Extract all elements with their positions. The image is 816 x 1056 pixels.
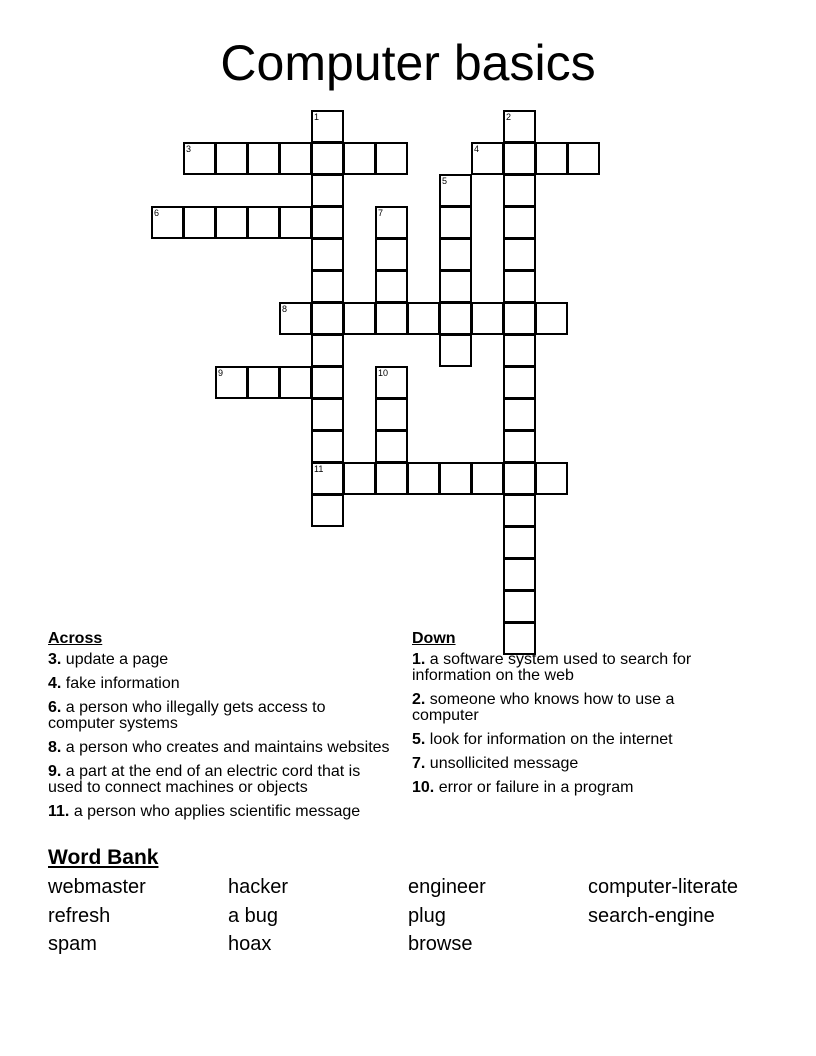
grid-cell[interactable] [311, 238, 344, 271]
clue-number: 10 [378, 368, 389, 378]
across-clues [48, 630, 393, 828]
grid-cell[interactable] [503, 366, 536, 399]
grid-cell[interactable] [279, 142, 312, 175]
clue-number: 7 [378, 208, 384, 218]
grid-cell[interactable] [311, 462, 344, 495]
grid-cell[interactable] [343, 302, 376, 335]
grid-cell[interactable] [151, 206, 184, 239]
grid-cell[interactable] [375, 398, 408, 431]
word-bank-item: a bug [228, 905, 279, 927]
across-clue: 11. a person who applies scientific message [48, 803, 361, 820]
grid-cell[interactable] [407, 462, 440, 495]
grid-cell[interactable] [311, 398, 344, 431]
word-bank-item: webmaster [48, 876, 146, 898]
grid-cell[interactable] [439, 270, 472, 303]
grid-cell[interactable] [375, 142, 408, 175]
grid-cell[interactable] [279, 366, 312, 399]
word-bank-item: spam [48, 933, 97, 955]
clue-number: 4 [474, 144, 480, 154]
grid-cell[interactable] [503, 398, 536, 431]
across-clue: 6. a person who illegally gets access to computer systems [48, 699, 326, 732]
grid-cell[interactable] [503, 558, 536, 591]
grid-cell[interactable] [247, 366, 280, 399]
grid-cell[interactable] [311, 430, 344, 463]
grid-cell[interactable] [503, 110, 536, 143]
grid-cell[interactable] [439, 462, 472, 495]
down-clue: 1. a software system used to search for information on the web [412, 651, 692, 684]
grid-cell[interactable] [311, 494, 344, 527]
grid-cell[interactable] [503, 334, 536, 367]
word-bank-item: engineer [408, 876, 486, 898]
grid-cell[interactable] [279, 206, 312, 239]
word-bank-item: computer-literate [588, 876, 739, 898]
clue-number: 9 [218, 368, 224, 378]
grid-cell[interactable] [503, 174, 536, 207]
grid-cell[interactable] [279, 302, 312, 335]
grid-cell[interactable] [567, 142, 600, 175]
grid-cell[interactable] [503, 494, 536, 527]
grid-cell[interactable] [471, 302, 504, 335]
word-bank-item: hoax [228, 933, 272, 955]
clue-number: 5 [442, 176, 448, 186]
grid-cell[interactable] [311, 174, 344, 207]
grid-cell[interactable] [311, 270, 344, 303]
grid-cell[interactable] [535, 302, 568, 335]
down-heading: Down [412, 630, 456, 647]
down-clue: 7. unsollicited message [412, 755, 579, 772]
across-clue: 3. update a page [48, 651, 169, 668]
grid-cell[interactable] [503, 206, 536, 239]
grid-cell[interactable] [215, 366, 248, 399]
grid-cell[interactable] [247, 206, 280, 239]
grid-cell[interactable] [311, 366, 344, 399]
word-bank-item: search-engine [588, 905, 715, 927]
grid-cell[interactable] [375, 206, 408, 239]
word-bank-item: plug [408, 905, 446, 927]
grid-cell[interactable] [439, 302, 472, 335]
across-clue: 9. a part at the end of an electric cord that is used to connect machines or objects [48, 763, 361, 796]
down-clue: 10. error or failure in a program [412, 779, 634, 796]
grid-cell[interactable] [215, 142, 248, 175]
grid-cell[interactable] [183, 142, 216, 175]
grid-cell[interactable] [375, 430, 408, 463]
grid-cell[interactable] [503, 238, 536, 271]
grid-cell[interactable] [439, 334, 472, 367]
grid-cell[interactable] [439, 238, 472, 271]
down-clues [412, 630, 742, 804]
grid-cell[interactable] [471, 142, 504, 175]
grid-cell[interactable] [407, 302, 440, 335]
grid-cell[interactable] [439, 174, 472, 207]
grid-cell[interactable] [343, 462, 376, 495]
grid-cell[interactable] [439, 206, 472, 239]
clue-number: 1 [314, 112, 320, 122]
grid-cell[interactable] [375, 238, 408, 271]
clue-number: 2 [506, 112, 512, 122]
across-heading: Across [48, 630, 103, 647]
clue-number: 6 [154, 208, 160, 218]
word-bank-title: Word Bank [48, 846, 159, 869]
grid-cell[interactable] [503, 430, 536, 463]
grid-cell[interactable] [375, 462, 408, 495]
grid-cell[interactable] [215, 206, 248, 239]
puzzle-title: Computer basics [220, 35, 596, 91]
grid-cell[interactable] [471, 462, 504, 495]
down-clue: 5. look for information on the internet [412, 731, 673, 748]
grid-cell[interactable] [503, 590, 536, 623]
clue-number: 8 [282, 304, 288, 314]
grid-cell[interactable] [503, 302, 536, 335]
word-bank-item: browse [408, 933, 473, 955]
grid-cell[interactable] [311, 206, 344, 239]
grid-cell[interactable] [503, 462, 536, 495]
word-bank-item: hacker [228, 876, 289, 898]
grid-cell[interactable] [311, 110, 344, 143]
grid-cell[interactable] [503, 270, 536, 303]
grid-cell[interactable] [311, 302, 344, 335]
grid-cell[interactable] [535, 142, 568, 175]
grid-cell[interactable] [503, 142, 536, 175]
across-clue: 4. fake information [48, 675, 180, 692]
grid-cell[interactable] [535, 462, 568, 495]
grid-cell[interactable] [183, 206, 216, 239]
across-clue: 8. a person who creates and maintains websites [48, 739, 390, 756]
clue-number: 11 [314, 464, 324, 474]
word-bank-item: refresh [48, 905, 111, 927]
grid-cell[interactable] [375, 270, 408, 303]
grid-cell[interactable] [375, 302, 408, 335]
clue-number: 3 [186, 144, 192, 154]
grid-cell[interactable] [503, 526, 536, 559]
grid-cell[interactable] [247, 142, 280, 175]
grid-cell[interactable] [343, 142, 376, 175]
down-clue: 2. someone who knows how to use a computer [412, 691, 675, 724]
grid-cell[interactable] [311, 334, 344, 367]
grid-cell[interactable] [311, 142, 344, 175]
grid-cell[interactable] [375, 366, 408, 399]
